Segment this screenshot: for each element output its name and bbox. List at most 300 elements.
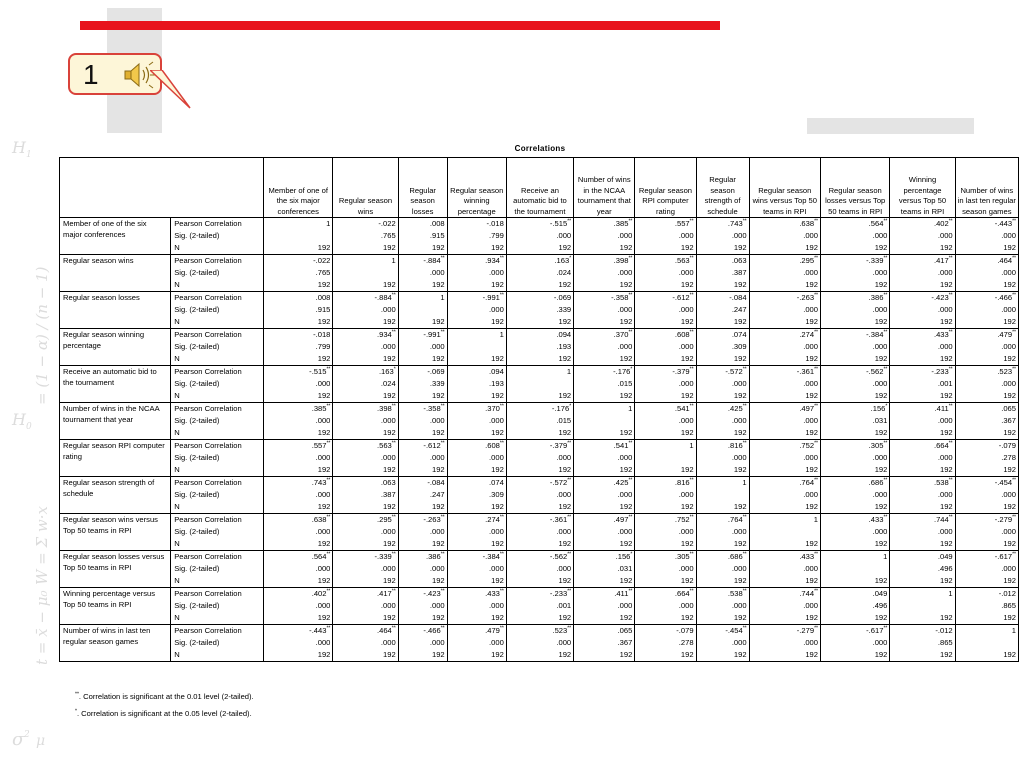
statistic-label: Sig. (2-tailed) [174,527,220,536]
significance-mark: ** [440,588,445,595]
significance-mark: ** [326,477,331,484]
table-cell: 192 [821,316,890,329]
significance-mark: ** [391,514,396,521]
table-cell: 1 [749,514,820,527]
table-cell [506,378,573,390]
table-cell: 192 [447,353,506,366]
table-cell: .000 [574,452,635,464]
table-cell: -.562** [821,366,890,379]
significance-mark: ** [499,403,504,410]
table-cell: .000 [574,526,635,538]
table-cell: .564** [264,551,333,564]
statistic-label: Sig. (2-tailed) [174,379,220,388]
table-cell: .000 [506,526,573,538]
table-cell: .411** [890,403,955,416]
statistic-label: Sig. (2-tailed) [174,453,220,462]
table-cell: .563** [635,255,696,268]
table-cell: -.443** [955,218,1018,231]
table-cell: 192 [264,501,333,514]
table-cell: -.991** [398,329,447,342]
svg-text:σ: σ [12,729,25,750]
statistic-label: Sig. (2-tailed) [174,564,220,573]
table-cell: -.176* [574,366,635,379]
table-cell: .000 [696,415,749,427]
significance-mark: ** [948,329,953,336]
significance-mark: ** [883,625,888,632]
table-cell: -.263** [749,292,820,305]
table-cell: .367 [574,637,635,649]
table-cell: .744** [749,588,820,601]
table-cell: 192 [696,427,749,440]
table-cell: 192 [955,538,1018,551]
table-cell: .752** [635,514,696,527]
table-cell: .541** [635,403,696,416]
table-cell: 192 [890,501,955,514]
significance-mark: ** [628,329,633,336]
table-cell: .541** [574,440,635,453]
table-cell: .339 [506,304,573,316]
table-row [60,255,1019,268]
significance-mark: ** [1012,218,1016,225]
table-cell: 192 [398,649,447,662]
significance-mark: ** [499,440,504,447]
significance-mark: ** [567,514,572,521]
significance-mark: ** [814,440,818,447]
table-cell: 1 [574,403,635,416]
table-cell: 1 [635,440,696,453]
table-cell: 192 [635,538,696,551]
table-cell: 192 [955,501,1018,514]
table-cell: 192 [333,612,398,625]
table-cell: .000 [574,600,635,612]
table-cell: 192 [955,612,1018,625]
table-cell: .000 [506,637,573,649]
table-row [60,464,1019,477]
table-cell: 192 [749,464,820,477]
significance-mark: ** [1012,477,1016,484]
significance-mark: ** [883,218,888,225]
significance-mark: ** [326,440,331,447]
table-cell: -.358** [574,292,635,305]
table-cell: -.443** [264,625,333,638]
significance-mark: ** [440,255,445,262]
table-cell: .024 [333,378,398,390]
table-cell: 1 [264,218,333,231]
table-cell: 192 [821,649,890,662]
table-cell: .008 [264,292,333,305]
table-cell: .278 [635,637,696,649]
significance-mark: * [393,366,396,373]
significance-mark: ** [948,440,953,447]
statistic-label: N [171,279,264,292]
table-cell: 192 [890,464,955,477]
table-cell: .000 [398,452,447,464]
table-cell: .000 [696,563,749,575]
table-cell: .000 [955,341,1018,353]
table-cell: .193 [506,341,573,353]
table-cell: .000 [821,452,890,464]
table-cell: .000 [574,341,635,353]
table-cell: .024 [506,267,573,279]
decorative-gray-strip [807,118,974,134]
table-cell: .523** [506,625,573,638]
table-cell: .497** [574,514,635,527]
significance-mark: ** [742,588,747,595]
table-cell: .386** [821,292,890,305]
table-row [60,218,1019,231]
table-cell: .000 [821,304,890,316]
table-cell: -.515** [506,218,573,231]
table-cell: .000 [398,563,447,575]
significance-mark: ** [499,292,504,299]
formula-watermark [0,135,60,768]
significance-mark: ** [689,292,694,299]
table-cell: 192 [635,390,696,403]
table-cell: 192 [749,427,820,440]
table-cell: .001 [506,600,573,612]
significance-mark: ** [391,403,396,410]
table-cell: .000 [447,304,506,316]
table-cell: .000 [890,267,955,279]
table-cell: 192 [749,575,820,588]
table-row [60,316,1019,329]
table-cell [955,637,1018,649]
row-variable-label: Regular season strength of schedule [60,477,171,514]
table-row [60,452,1019,464]
table-cell: .799 [264,341,333,353]
table-cell: .000 [955,489,1018,501]
table-cell: .000 [398,341,447,353]
table-cell: -.466** [955,292,1018,305]
table-row [60,292,1019,305]
significance-mark: ** [567,551,572,558]
table-cell: -.279** [749,625,820,638]
table-cell: 1 [333,255,398,268]
table-cell: -.279** [955,514,1018,527]
table-cell: 192 [749,279,820,292]
table-cell: 192 [447,538,506,551]
table-cell: .387 [696,267,749,279]
table-cell: .000 [333,452,398,464]
table-cell: -.358** [398,403,447,416]
table-cell: 192 [264,427,333,440]
table-cell: -.079 [635,625,696,638]
table-row [60,353,1019,366]
statistic-label: Pearson Correlation [171,514,264,527]
table-cell [890,600,955,612]
table-cell: 192 [264,390,333,403]
table-cell: 192 [447,649,506,662]
table-cell: -.176* [506,403,573,416]
table-cell: -.361** [506,514,573,527]
table-cell: .000 [821,526,890,538]
column-header: Regular season strength of schedule [696,158,749,218]
table-row [60,588,1019,601]
table-cell: .000 [890,304,955,316]
table-cell: .367 [955,415,1018,427]
significance-mark: ** [742,625,747,632]
table-cell: 192 [398,427,447,440]
significance-mark: ** [814,403,818,410]
table-cell: -.069 [398,366,447,379]
table-cell: 192 [398,464,447,477]
significance-mark: * [569,403,572,410]
svg-text:1: 1 [26,150,32,160]
significance-mark: ** [948,292,953,299]
table-row [60,575,1019,588]
table-cell: .538** [696,588,749,601]
table-cell: .000 [890,415,955,427]
correlations-table [59,157,1019,662]
table-cell: .000 [264,452,333,464]
table-cell [398,304,447,316]
table-cell: .000 [635,526,696,538]
table-cell: 192 [696,390,749,403]
table-cell: .000 [447,600,506,612]
row-variable-label: Regular season losses [60,292,171,329]
table-cell: .000 [635,304,696,316]
table-cell: 192 [333,575,398,588]
table-cell: 192 [821,538,890,551]
table-cell: 192 [447,612,506,625]
table-cell: .015 [506,415,573,427]
row-variable-label: Number of wins in the NCAA tournament that year [60,403,171,440]
table-row [60,637,1019,649]
table-cell: .000 [398,600,447,612]
significance-mark: ** [883,440,888,447]
table-cell: -.379** [635,366,696,379]
slide-number: 1 [83,59,99,90]
table-cell: .608** [447,440,506,453]
table-row [60,427,1019,440]
table-cell: 1 [447,329,506,342]
table-cell: -.361** [749,366,820,379]
table-cell: .015 [574,378,635,390]
table-cell: 192 [696,242,749,255]
table-cell: 192 [398,242,447,255]
table-cell: .000 [333,415,398,427]
table-cell: .000 [398,415,447,427]
table-cell: 192 [890,649,955,662]
significance-mark: ** [689,514,694,521]
table-cell: .799 [447,230,506,242]
table-cell: .065 [574,625,635,638]
significance-mark: ** [326,514,331,521]
statistic-label: Sig. (2-tailed) [174,490,220,499]
significance-mark: ** [326,551,331,558]
table-cell: .497** [749,403,820,416]
table-cell: 192 [506,279,573,292]
table-cell: .000 [821,637,890,649]
table-cell: 192 [955,575,1018,588]
row-variable-label: Regular season losses versus Top 50 teams in RPI [60,551,171,588]
statistic-label: N [171,242,264,255]
table-row [60,390,1019,403]
table-cell: .000 [955,267,1018,279]
statistic-label: N [171,427,264,440]
table-cell: 192 [635,464,696,477]
table-cell: .000 [955,230,1018,242]
table-cell: 192 [264,279,333,292]
significance-mark: ** [1012,551,1016,558]
significance-mark: ** [814,218,818,225]
significance-mark: ** [326,625,331,632]
table-cell: .425** [696,403,749,416]
table-cell: .074 [696,329,749,342]
table-row [60,514,1019,527]
table-cell: -.423** [398,588,447,601]
table-cell: .000 [749,378,820,390]
table-cell: .433** [890,329,955,342]
significance-mark: ** [499,255,504,262]
table-cell: -.617** [821,625,890,638]
table-row [60,279,1019,292]
table-cell: .538** [890,477,955,490]
table-cell: 192 [821,575,890,588]
table-cell: .816** [635,477,696,490]
table-cell: .000 [635,378,696,390]
significance-mark: ** [391,588,396,595]
significance-mark: ** [689,588,694,595]
table-cell: .000 [506,452,573,464]
table-cell: -.612** [398,440,447,453]
table-cell: .000 [264,526,333,538]
table-cell: .000 [821,341,890,353]
table-cell: -.233** [506,588,573,601]
row-variable-label: Regular season RPI computer rating [60,440,171,477]
significance-mark: ** [814,329,818,336]
svg-text:H: H [12,138,26,157]
table-cell: 192 [264,353,333,366]
table-cell: 1 [506,366,573,379]
significance-mark: * [885,403,888,410]
table-row [60,267,1019,279]
table-cell: -.379** [506,440,573,453]
table-cell: 192 [955,390,1018,403]
significance-mark: ** [440,329,445,336]
table-cell: 192 [890,316,955,329]
table-cell: 192 [749,501,820,514]
table-cell: .000 [264,489,333,501]
table-row [60,304,1019,316]
table-row [60,403,1019,416]
table-row [60,563,1019,575]
table-cell: 192 [447,316,506,329]
significance-mark: ** [440,514,445,521]
table-cell: .000 [635,267,696,279]
table-cell: .743** [264,477,333,490]
table-cell: .000 [696,526,749,538]
table-cell: .417** [890,255,955,268]
table-cell: .000 [447,563,506,575]
table-cell: 192 [696,575,749,588]
significance-mark: ** [689,551,694,558]
significance-mark: ** [814,255,818,262]
svg-text:μ: μ [36,733,46,749]
table-cell: .563** [333,440,398,453]
table-cell: -.454** [696,625,749,638]
significance-mark: ** [948,403,953,410]
significance-mark: ** [628,440,633,447]
statistic-label: N [171,649,264,662]
table-cell: .295** [749,255,820,268]
significance-mark: ** [440,403,445,410]
statistic-label: Pearson Correlation [171,366,264,379]
statistic-label: Pearson Correlation [171,292,264,305]
table-cell: 192 [447,575,506,588]
table-cell: -.084 [696,292,749,305]
table-cell: .000 [574,267,635,279]
table-cell: .309 [696,341,749,353]
table-cell [447,341,506,353]
table-cell: .000 [635,600,696,612]
statistic-label: Pearson Correlation [171,255,264,268]
table-cell: .000 [749,304,820,316]
table-cell: .411** [574,588,635,601]
table-body [60,218,1019,662]
table-cell: .247 [696,304,749,316]
table-cell: 192 [264,575,333,588]
table-cell: 192 [955,242,1018,255]
table-cell: 192 [264,649,333,662]
table-cell: .387 [333,489,398,501]
significance-mark: ** [814,625,818,632]
table-cell: 192 [333,279,398,292]
significance-mark: ** [391,440,396,447]
statistic-label: N [171,353,264,366]
table-cell: -.991** [447,292,506,305]
table-cell: 192 [635,242,696,255]
table-cell: 192 [506,612,573,625]
table-cell: 192 [506,501,573,514]
table-cell: 192 [821,353,890,366]
table-cell: 192 [821,390,890,403]
table-cell: .464** [955,255,1018,268]
table-cell: .163* [506,255,573,268]
statistic-label: Sig. (2-tailed) [174,342,220,351]
table-cell: .765 [333,230,398,242]
table-cell: .564** [821,218,890,231]
table-cell: 192 [447,427,506,440]
significance-mark: ** [742,551,747,558]
table-cell: -.079 [955,440,1018,453]
statistic-label: N [171,612,264,625]
table-cell: 192 [635,612,696,625]
table-cell: .764** [696,514,749,527]
table-cell: .000 [574,489,635,501]
table-cell: 192 [333,427,398,440]
table-cell: 192 [398,390,447,403]
table-cell: -.022 [264,255,333,268]
table-cell: 192 [696,316,749,329]
table-cell: .000 [890,526,955,538]
title-red-bar [80,21,720,30]
table-cell: 192 [574,353,635,366]
significance-mark: ** [391,551,396,558]
footnote-mark: * [75,708,77,715]
row-variable-label: Regular season winning percentage [60,329,171,366]
significance-mark: ** [948,366,953,373]
statistic-label: N [171,316,264,329]
table-cell: .247 [398,489,447,501]
table-cell: 192 [333,242,398,255]
table-cell: .000 [955,526,1018,538]
slide-number-badge [68,53,162,95]
significance-mark: ** [883,292,888,299]
table-cell: .000 [264,378,333,390]
table-cell [696,489,749,501]
significance-mark: ** [883,366,888,373]
